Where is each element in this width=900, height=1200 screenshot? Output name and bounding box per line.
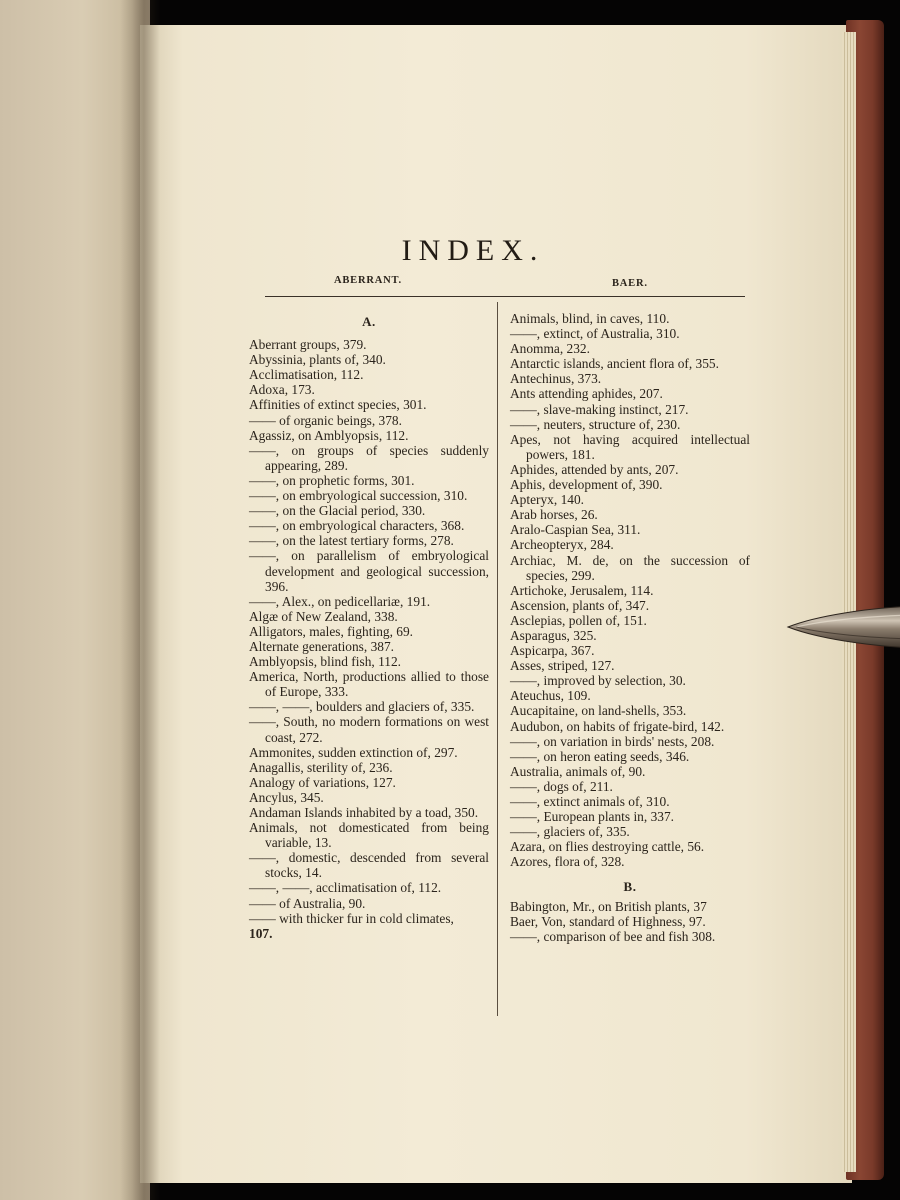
index-entry: Ancylus, 345. xyxy=(249,789,324,805)
index-entry: Ammonites, sudden extinction of, 297. xyxy=(249,744,458,760)
index-entry: Animals, blind, in caves, 110. xyxy=(510,311,670,326)
index-entry: ——, on embryological characters, 368. xyxy=(249,518,465,534)
index-entry: ——, extinct, of Australia, 310. xyxy=(510,326,680,342)
index-entry: Ants attending aphides, 207. xyxy=(510,386,663,402)
entry-list xyxy=(510,311,750,869)
index-entry: ——, on the Glacial period, 330. xyxy=(249,503,426,519)
index-entry: Aphides, attended by ants, 207. xyxy=(510,461,679,477)
index-entry: Babington, Mr., on British plants, 37 xyxy=(510,898,707,914)
index-entry: Aspicarpa, 367. xyxy=(510,643,595,659)
index-entry: ——, South, no modern formations on west coast, 272. xyxy=(249,714,489,745)
index-entry: ——, slave-making instinct, 217. xyxy=(510,401,689,417)
section-letter-b: B. xyxy=(623,879,637,895)
index-entry: ——, on embryological succession, 310. xyxy=(249,488,468,504)
index-entry: 107. xyxy=(249,925,273,941)
running-head-right: BAER. xyxy=(612,278,648,289)
index-entry: Archeopteryx, 284. xyxy=(510,537,614,553)
index-entry: Arab horses, 26. xyxy=(510,507,598,523)
running-head-left: ABERRANT. xyxy=(334,275,402,286)
index-entry: ——, on heron eating seeds, 346. xyxy=(510,748,690,764)
index-entry: Apes, not having acquired intellectual powers, 181. xyxy=(510,431,750,462)
index-entry: Asclepias, pollen of, 151. xyxy=(510,612,647,628)
index-entry: Asparagus, 325. xyxy=(510,627,597,643)
index-entry: Audubon, on habits of frigate-bird, 142. xyxy=(510,718,725,734)
index-entry: Artichoke, Jerusalem, 114. xyxy=(510,582,654,598)
index-entry: Azores, flora of, 328. xyxy=(510,854,625,870)
index-entry: ——, ——, boulders and glaciers of, 335. xyxy=(249,699,475,715)
index-entry: Asses, striped, 127. xyxy=(510,658,615,674)
index-entry: America, North, productions allied to those of Europe, 333. xyxy=(249,669,489,700)
index-entry: ——, on parallelism of embryological development and geological succession, 396. xyxy=(249,548,489,594)
index-entry: ——, glaciers of, 335. xyxy=(510,824,630,840)
index-entry: Aralo-Caspian Sea, 311. xyxy=(510,522,641,538)
index-entry: Alligators, males, fighting, 69. xyxy=(249,623,414,639)
index-entry: Ascension, plants of, 347. xyxy=(510,597,650,613)
index-entry: Apteryx, 140. xyxy=(510,492,585,508)
index-entry: Aucapitaine, on land-shells, 353. xyxy=(510,703,687,719)
index-entry: Amblyopsis, blind fish, 112. xyxy=(249,654,402,670)
index-entry: ——, extinct animals of, 310. xyxy=(510,794,670,809)
index-entry: Antechinus, 373. xyxy=(510,371,602,387)
page-title: INDEX. xyxy=(401,234,545,267)
index-entry: Agassiz, on Amblyopsis, 112. xyxy=(249,427,409,443)
index-entry: Alternate generations, 387. xyxy=(249,638,395,654)
index-entry: ——, ——, acclimatisation of, 112. xyxy=(249,880,442,896)
index-entry: —— of organic beings, 378. xyxy=(249,412,402,428)
index-entry: Azara, on flies destroying cattle, 56. xyxy=(510,839,705,855)
index-entry: ——, dogs of, 211. xyxy=(510,778,613,794)
index-entry: ——, neuters, structure of, 230. xyxy=(510,416,681,432)
index-entry: ——, European plants in, 337. xyxy=(510,809,675,825)
index-entry: Analogy of variations, 127. xyxy=(249,774,396,790)
index-entry: Affinities of extinct species, 301. xyxy=(249,397,427,413)
index-entry: Antarctic islands, ancient flora of, 355. xyxy=(510,356,719,372)
index-entry: Abyssinia, plants of, 340. xyxy=(249,352,386,368)
index-column-left xyxy=(249,312,489,941)
index-entry: ——, on prophetic forms, 301. xyxy=(249,472,415,488)
index-entry: Animals, not domesticated from being variable, 13. xyxy=(249,820,489,851)
index-entry: ——, domestic, descended from several stocks, 14. xyxy=(249,850,489,881)
index-entry: —— of Australia, 90. xyxy=(249,895,366,911)
index-entry: Adoxa, 173. xyxy=(249,382,315,398)
entry-list xyxy=(249,337,489,941)
section-letter-a: A. xyxy=(362,314,376,329)
index-entry: ——, on variation in birds' nests, 208. xyxy=(510,733,715,749)
index-entry: Algæ of New Zealand, 338. xyxy=(249,608,398,624)
index-entry: ——, comparison of bee and fish 308. xyxy=(510,928,716,944)
index-entry: Acclimatisation, 112. xyxy=(249,367,364,383)
index-entry: Andaman Islands inhabited by a toad, 350. xyxy=(249,805,479,820)
metal-bookmark xyxy=(786,604,900,650)
index-entry: ——, on groups of species suddenly appearing, 289. xyxy=(249,442,489,473)
index-entry: ——, Alex., on pedicellariæ, 191. xyxy=(249,593,431,609)
header-rule xyxy=(265,296,745,297)
index-column-right xyxy=(510,311,750,944)
index-entry: ——, improved by selection, 30. xyxy=(510,673,686,689)
index-entry: Anagallis, sterility of, 236. xyxy=(249,759,393,775)
index-entry: Baer, Von, standard of Highness, 97. xyxy=(510,913,706,929)
index-entry: ——, on the latest tertiary forms, 278. xyxy=(249,533,454,549)
index-entry: Anomma, 232. xyxy=(510,341,590,357)
index-entry: Aberrant groups, 379. xyxy=(249,337,367,353)
index-entry: Archiac, M. de, on the succession of species, 299. xyxy=(510,552,750,583)
index-entry: Aphis, development of, 390. xyxy=(510,477,663,493)
index-entry: —— with thicker fur in cold climates, xyxy=(249,910,454,926)
index-entry: Australia, animals of, 90. xyxy=(510,763,646,779)
entry-list xyxy=(510,899,750,944)
index-entry: Ateuchus, 109. xyxy=(510,688,591,704)
column-rule xyxy=(497,302,498,1016)
